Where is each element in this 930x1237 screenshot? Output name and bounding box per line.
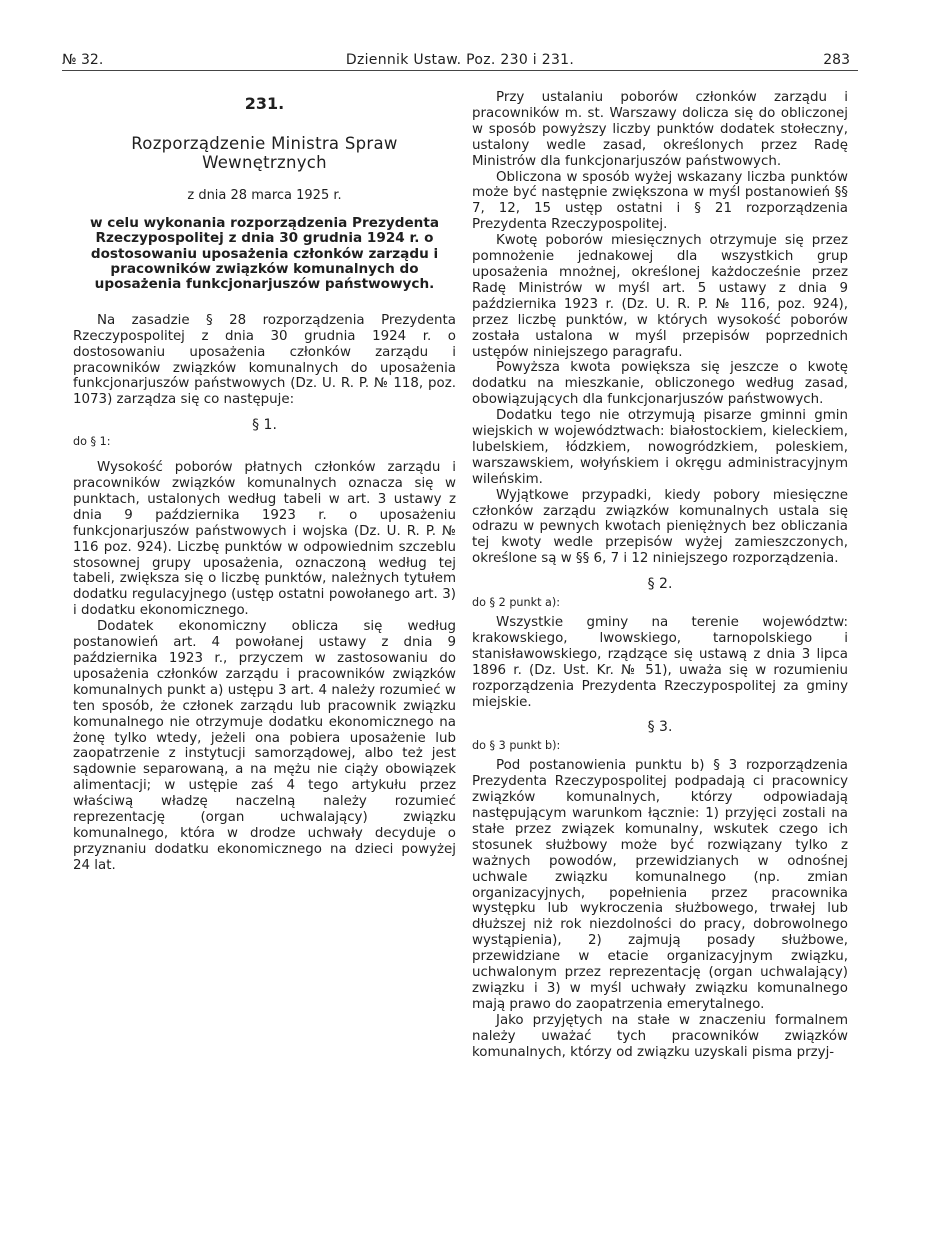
section-3-reference: do § 3 punkt b):: [472, 739, 561, 753]
act-title: [73, 134, 456, 172]
section-3-heading: § 3.: [647, 719, 673, 736]
section-1-reference: do § 1:: [73, 435, 111, 449]
section-1-paragraph-6: Powyższa kwota powiększa się jeszcze o kwotę dodatku na mieszkanie, obliczonego według zasad, obowiązujących dla funkcjonarjuszów państwowych.: [472, 360, 848, 408]
section-1-paragraph-2: Dodatek ekonomiczny oblicza się według postanowień art. 4 powołanej ustawy z dnia 9 października 1923 r., przyczem w zastosowaniu do uposażenia członków zarządu i pracowników związków komunalnych punkt a) ustępu 3 art. 4 należy rozumieć w ten sposób, że członek zarządu lub pracownik związku komunalnego nie otrzymuje dodatku ekonomicznego na żonę tylko wtedy, jeżeli ona pobiera uposażenie lub zaopatrzenie z instytucji samorządowej, albo też jest sądownie separowaną, a na mężu nie ciąży obowiązek alimentacji; w ustępie zaś 4 tego artykułu przez właściwą władzę naczelną należy rozumieć reprezentację (organ uchwalający) związku komunalnego, która w drodze uchwały decyduje o przyznaniu dodatku ekonomicznego na dzieci powyżej 24 lat.: [73, 619, 456, 873]
section-3-paragraph-1: Pod postanowienia punktu b) § 3 rozporządzenia Prezydenta Rzeczypospolitej podpadają ci pracownicy związków komunalnych, którzy odpowiadają następującym warunkom łącznie: 1) przyjęci zostali na stałe przez związek komunalny, wskutek czego ich stosunek służbowy może być rozwiązany tylko z ważnych powodów, przewidzianych w odnośnej uchwale związku komunalnego (np. zmian organizacyjnych, popełnienia przez pracownika występku lub wykroczenia służbowego, trwałej lub dłuższej niż rok niezdolności do pracy, dobrowolnego wystąpienia), 2) zajmują posady służbowe, przewidziane w etacie organizacyjnym związku, uchwalonym przez reprezentację (organ uchwalający) związku i 3) w myśl uchwały związku komunalnego mają prawo do zaopatrzenia emerytalnego.: [472, 758, 848, 1012]
issue-number: № 32.: [62, 52, 104, 68]
act-title-line1: Rozporządzenie Ministra Spraw: [131, 133, 398, 153]
page-number: 283: [823, 52, 850, 68]
section-3-paragraph-2: Jako przyjętych na stałe w znaczeniu formalnem należy uważać tych pracowników związków komunalnych, którzy od związku uzyskali pisma przyj-: [472, 1012, 848, 1060]
act-title-line2: Wewnętrznych: [202, 152, 327, 172]
journal-title: Dziennik Ustaw. Poz. 230 i 231.: [345, 52, 575, 68]
left-column: [73, 90, 456, 874]
section-1-paragraph-4: Obliczona w sposób wyżej wskazany liczba punktów może być następnie zwiększona w myśl postanowień §§ 7, 12, 15 ustęp ostatni i § 21 rozporządzenia Prezydenta Rzeczypospolitej.: [472, 169, 848, 233]
act-subject: w celu wykonania rozporządzenia Prezydenta Rzeczypospolitej z dnia 30 grudnia 1924 r. o dostosowaniu uposażenia członków zarządu i pracowników związków komunalnych do uposażenia funkcjonarjuszów państwowych.: [89, 214, 440, 293]
section-2-paragraph-1: Wszystkie gminy na terenie województw: krakowskiego, lwowskiego, tarnopolskiego i stanisławowskiego, rządzące się ustawą z dnia 3 lipca 1896 r. (Dz. Ust. Kr. № 51), uważa się w rozumieniu rozporządzenia Prezydenta Rzeczypospolitej za gminy miejskie.: [472, 615, 848, 710]
section-1-paragraph-3: Przy ustalaniu poborów członków zarządu i pracowników m. st. Warszawy dolicza się do obliczonej w sposób powyższy liczby punktów dodatek stołeczny, ustalony wedle zasad, określonych przez Radę Ministrów dla funkcjonarjuszów państwowych.: [472, 90, 848, 169]
section-1-paragraph-1: Wysokość poborów płatnych członków zarządu i pracowników związków komunalnych oznacza się w punktach, ustalonych według tabeli w art. 3 ustawy z dnia 9 października 1923 r. o uposażeniu funkcjonarjuszów państwowych i wojska (Dz. U. R. P. № 116 poz. 924). Liczbę punktów w odpowiednim szczeblu stosownej grupy uposażenia, oznaczoną według tej tabeli, zwiększa się o liczbę punktów, należnych tytułem dodatku regulacyjnego (ustęp ostatni powołanego art. 3) i dodatku ekonomicznego.: [73, 460, 456, 619]
section-1-paragraph-8: Wyjątkowe przypadki, kiedy pobory miesięczne członków zarządu związków komunalnych ustala się odrazu w pewnych kwotach pieniężnych bez obliczania tej kwoty wedle przepisów wyżej zamieszczonych, określone są w §§ 6, 7 i 12 niniejszego rozporządzenia.: [472, 487, 848, 567]
page-header: [62, 50, 858, 71]
section-2-reference: do § 2 punkt a):: [472, 596, 561, 610]
act-number: 231.: [244, 94, 285, 113]
section-1-paragraph-7: Dodatku tego nie otrzymują pisarze gminni gmin wiejskich w województwach: białostockiem, kieleckiem, lubelskiem, łódzkiem, nowogródzkiem, poleskiem, warszawskiem, wołyńskiem i okręgu administracyjnym wileńskim.: [472, 408, 848, 487]
section-2-heading: § 2.: [647, 576, 673, 593]
preamble: Na zasadzie § 28 rozporządzenia Prezydenta Rzeczypospolitej z dnia 30 grudnia 1924 r. o dostosowaniu uposażenia członków zarządu i pracowników związków komunalnych do uposażenia funkcjonarjuszów państwowych (Dz. U. R. P. № 118, poz. 1073) zarządza się co następuje:: [73, 312, 456, 408]
section-1-heading: § 1.: [252, 417, 277, 434]
act-date: z dnia 28 marca 1925 r.: [187, 187, 342, 203]
section-1-paragraph-5: Kwotę poborów miesięcznych otrzymuje się przez pomnożenie jednakowej dla wszystkich grup uposażenia mnożnej, określonej każdocześnie przez Radę Ministrów w myśl art. 5 ustawy z dnia 9 października 1923 r. (Dz. U. R. P. № 116, poz. 924), przez liczbę punktów, w których wysokość poborów została ustalona w myśl przepisów poprzednich ustępów niniejszego paragrafu.: [472, 233, 848, 360]
right-column: [472, 90, 848, 1060]
